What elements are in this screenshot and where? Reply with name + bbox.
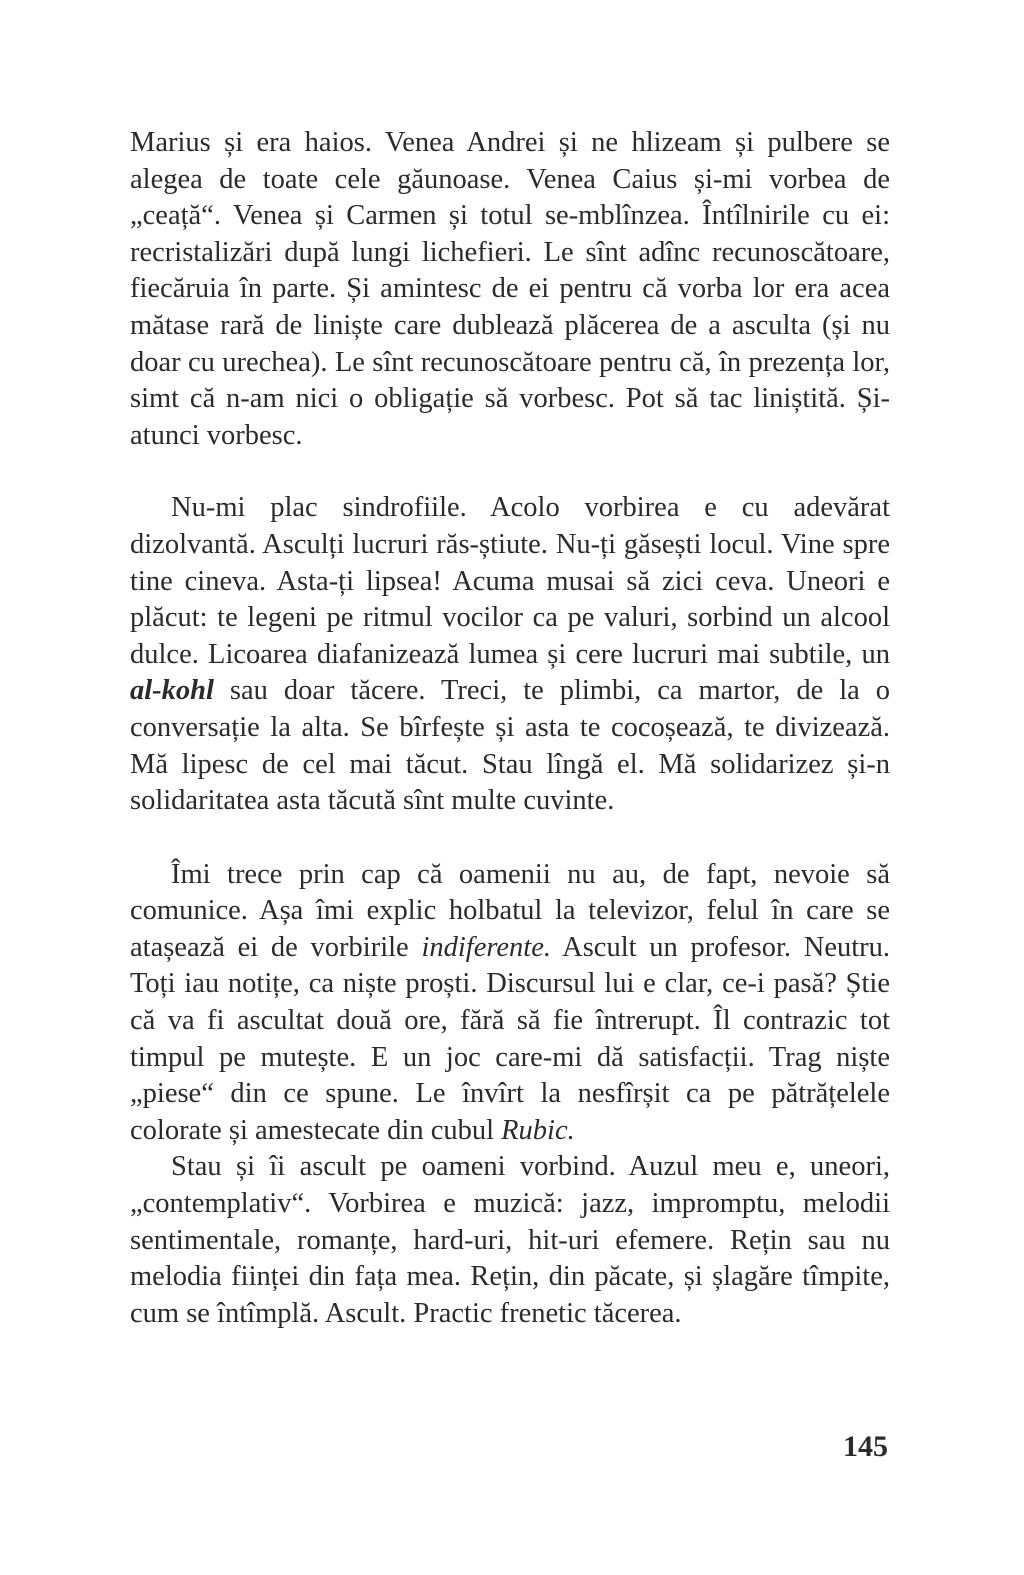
paragraph-1-text: Marius și era haios. Venea Andrei și ne hlizeam și pulbere se alegea de toate cele găunoase. Venea Caius și-mi vorbea de „ceață“. Venea și Carmen și totul se-mblînzea. Întîlnirile cu ei: recristalizări după lungi lichefieri. Le sînt adînc recunoscătoare, fiecăruia în parte. Și amintesc de ei pentru că vorba lor era acea mătase rară de liniște care dublează plăcerea de a asculta (și nu doar cu urechea). Le sînt recunoscătoare pentru că, în prezența lor, simt că n-am nici o obligație să vorbesc. Pot să tac liniștită. Și-atunci vorbesc. <box>130 127 890 451</box>
paragraph-2-text-b: sau doar tăcere. Treci, te plimbi, ca martor, de la o conversație la alta. Se bîrfește și asta te cocoșează, te divizează. Mă lipesc de cel mai tăcut. Stau lîngă el. Mă solidarizez și-n solidaritatea asta tăcută sînt multe cuvinte. <box>130 675 890 817</box>
paragraph-3 <box>130 857 890 1150</box>
body-text <box>130 125 890 1332</box>
paragraph-4-text: Stau și îi ascult pe oameni vorbind. Auzul meu e, uneori, „contemplativ“. Vorbirea e muzică: jazz, impromptu, melodii sentimentale, romanțe, hard-uri, hit-uri efemere. Rețin sau nu melodia ființei din fața mea. Rețin, din păcate, și șlagăre tîmpite, cum se întîmplă. Ascult. Practic frenetic tăcerea. <box>130 1151 890 1329</box>
paragraph-2 <box>130 490 890 819</box>
paragraph-2-text-a: Nu-mi plac sindrofiile. Acolo vorbirea e cu adevărat dizolvantă. Asculți lucruri răs-știute. Nu-ți găsești locul. Vine spre tine cineva. Asta-ți lipsea! Acuma musai să zici ceva. Uneori e plăcut: te legeni pe ritmul vocilor ca pe valuri, sorbind un alcool dulce. Licoarea diafanizează lumea și cere lucruri mai subtile, un <box>130 492 890 670</box>
paragraph-4 <box>130 1149 890 1332</box>
paragraph-3-emphasis-2: Rubic. <box>501 1114 575 1146</box>
paragraph-3-text-b: Ascult un profesor. Neutru. Toți iau notițe, ca niște proști. Discursul lui e clar, ce-i pasă? Știe că va fi ascultat două ore, fără să fie întrerupt. Îl contrazic tot timpul pe mutește. E un joc care-mi dă satisfacții. Trag niște „piese“ din ce spune. Le învîrt la nesfîrșit ca pe pătrățelele colorate și amestecate din cubul <box>130 931 890 1146</box>
paragraph-2-emphasis: al-kohl <box>130 675 214 707</box>
paragraph-3-emphasis-1: indiferente. <box>421 931 551 963</box>
paragraph-3-text-a: Îmi trece prin cap că oamenii nu au, de fapt, nevoie să comunice. Așa îmi explic holbatul la televizor, felul în care se atașează ei de vorbirile <box>130 858 890 963</box>
page-number: 145 <box>843 1430 888 1463</box>
paragraph-1 <box>130 125 890 454</box>
